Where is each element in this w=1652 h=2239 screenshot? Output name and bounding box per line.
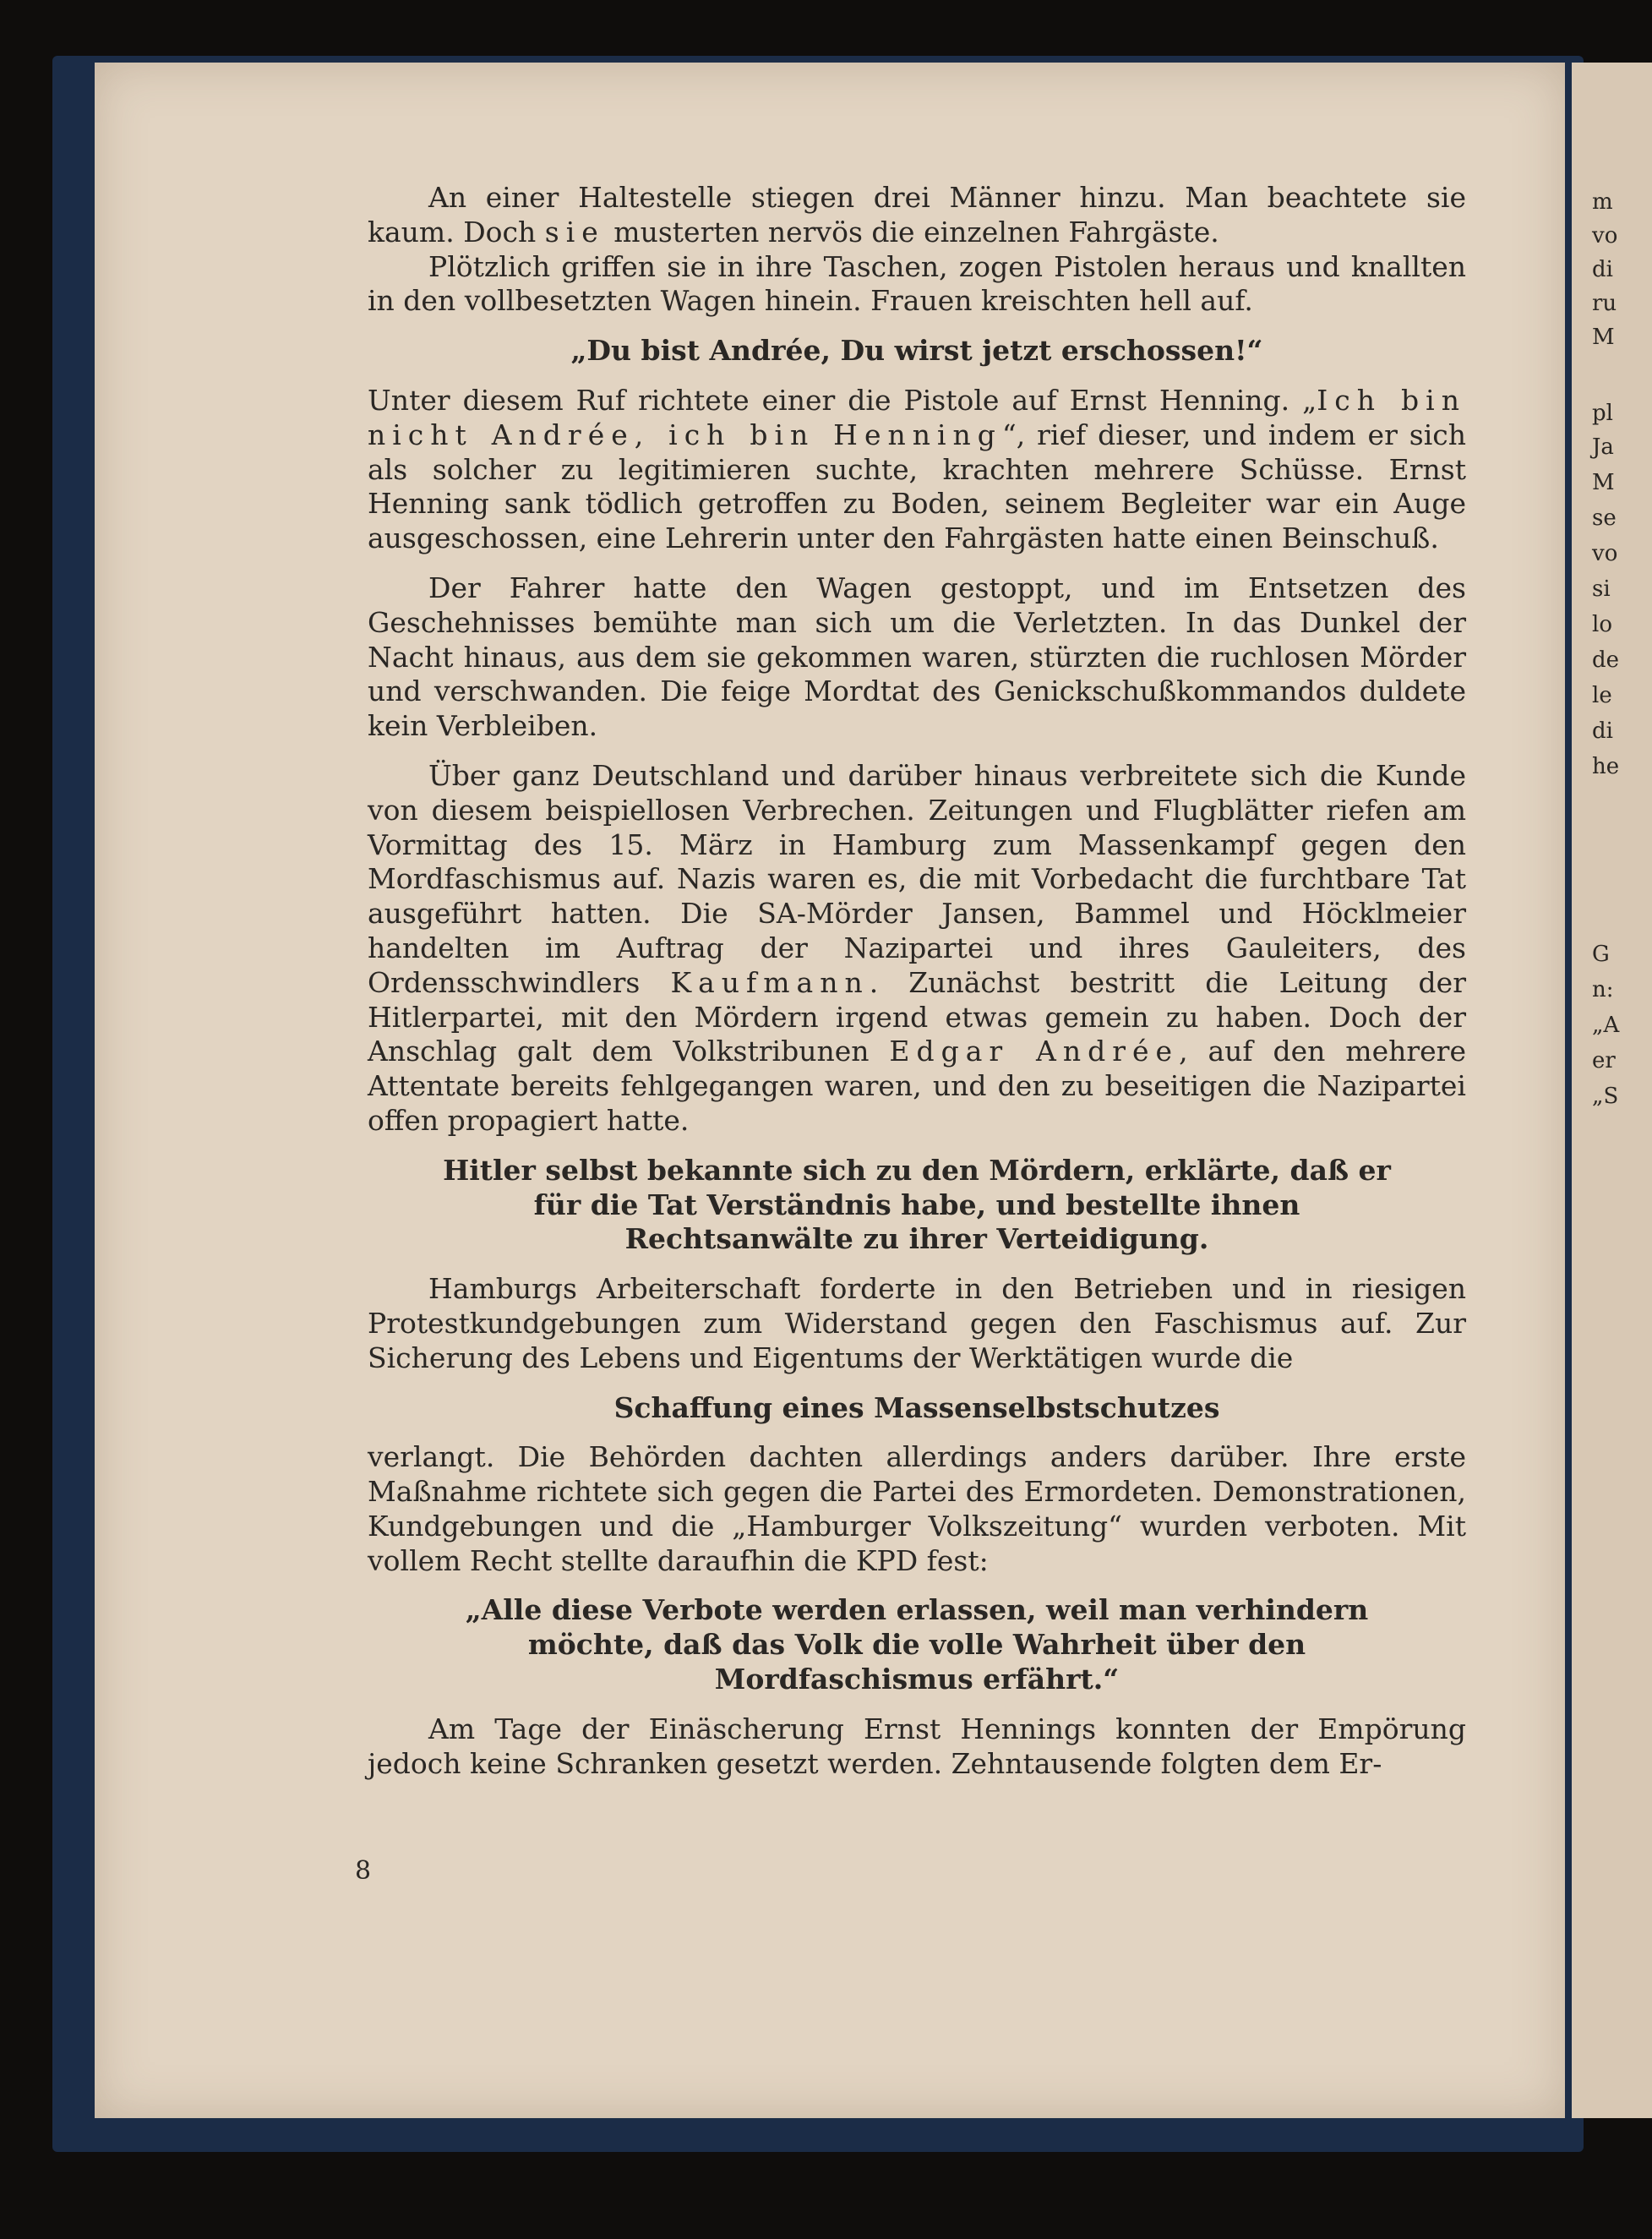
adjacent-fragment: di	[1592, 718, 1613, 744]
adjacent-fragment: se	[1592, 505, 1617, 531]
text-run: Über ganz Deutschland und darüber hinaus verbreitete sich die Kunde von diesem beispiellosen Verbrechen. Zeitungen und Flugblätter riefen am Vormittag des 15. März in Hamburg zum Massenkampf gegen den Mordfaschismus auf. Nazis waren es, die mit Vorbedacht die furchtbare Tat ausgeführt hatten. Die SA-Mörder Jansen, Bammel und Höcklmeier handelten im Auftrag der Nazipartei und ihres Gauleiters, des Ordensschwindlers	[368, 758, 1466, 999]
adjacent-fragment: „S	[1592, 1084, 1619, 1109]
adjacent-fragment: vo	[1592, 223, 1618, 248]
adjacent-fragment: G	[1592, 942, 1610, 967]
emphasized-text: sie	[544, 215, 605, 248]
text-run: . Zunächst bestritt die Leitung der Hitlerpartei, mit den Mördern irgend etwas gemein zu haben. Doch der Anschlag galt dem Volkstribunen	[368, 965, 1466, 1068]
page-body-text	[368, 181, 1466, 1781]
bold-statement: Hitler selbst bekannte sich zu den Mördern, erklärte, daß er für die Tat Verständnis habe, und bestellte ihnen Rechtsanwälte zu ihrer Verteidigung.	[443, 1153, 1391, 1256]
text-run: “, rief dieser, und indem er sich als solcher zu legitimieren suchte, krachten mehrere Schüsse. Ernst Henning sank tödlich getroffen zu Boden, seinem Begleiter war ein Auge ausgeschossen, eine Lehrerin unter den Fahrgästen hatte einen Beinschuß.	[368, 418, 1466, 555]
paragraph	[368, 384, 1466, 556]
paragraph: verlangt. Die Behörden dachten allerdings anders darüber. Ihre erste Maßnahme richtete sich gegen die Partei des Ermordeten. Demonstrationen, Kundgebungen und die „Hamburger Volkszeitung“ wurden verboten. Mit vollem Recht stellte daraufhin die KPD fest:	[368, 1440, 1466, 1577]
text-run: musterten nervös die einzelnen Fahrgäste.	[613, 215, 1219, 248]
adjacent-page-edge	[1572, 63, 1652, 2118]
adjacent-fragment: di	[1592, 257, 1613, 282]
adjacent-fragment: si	[1592, 576, 1611, 602]
paragraph: Der Fahrer hatte den Wagen gestoppt, und im Entsetzen des Geschehnisses bemühte man sich um die Verletzten. In das Dunkel der Nacht hinaus, aus dem sie gekommen waren, stürzten die ruchlosen Mörder und verschwanden. Die feige Mordtat des Genickschußkommandos duldete kein Verbleiben.	[368, 571, 1466, 743]
adjacent-fragment: „A	[1592, 1013, 1620, 1038]
page-number: 8	[355, 1856, 372, 1886]
adjacent-fragment: n:	[1592, 977, 1614, 1002]
kpd-quote: „Alle diese Verbote werden erlassen, weil man verhindern möchte, daß das Volk die volle Wahrheit über den Mordfaschismus erfährt.“	[465, 1593, 1369, 1696]
exclamation-quote: „Du bist Andrée, Du wirst jetzt erschossen!“	[570, 334, 1263, 368]
adjacent-fragment: M	[1592, 325, 1615, 350]
emphasized-name: Edgar Andrée	[889, 1035, 1180, 1068]
text-run: , auf den mehrere Attentate bereits fehlgegangen waren, und den zu beseitigen die Nazipartei offen propagiert hatte.	[368, 1035, 1466, 1137]
adjacent-fragment: lo	[1592, 612, 1612, 637]
adjacent-fragment: m	[1592, 189, 1613, 215]
paragraph	[368, 759, 1466, 1139]
bold-heading-phrase: Schaffung eines Massenselbstschutzes	[613, 1390, 1220, 1424]
adjacent-fragment: pl	[1592, 401, 1613, 426]
text-run: Unter diesem Ruf richtete einer die Pistole auf Ernst Henning. „	[368, 383, 1317, 417]
adjacent-fragment: M	[1592, 470, 1615, 495]
text-run: An einer Haltestelle stiegen drei Männer hinzu. Man beachtete sie kaum. Doch	[368, 181, 1466, 248]
adjacent-fragment: de	[1592, 647, 1620, 673]
emphasized-text: Ich bin nicht Andrée, ich bin Henning	[368, 383, 1466, 451]
adjacent-fragment: le	[1592, 683, 1612, 708]
paragraph	[368, 181, 1466, 250]
adjacent-fragment: er	[1592, 1048, 1616, 1073]
paragraph: Hamburgs Arbeiterschaft forderte in den Betrieben und in riesigen Protestkundgebungen zum Widerstand gegen den Faschismus auf. Zur Sicherung des Lebens und Eigentums der Werktätigen wurde die	[368, 1272, 1466, 1374]
emphasized-name: Kaufmann	[670, 965, 870, 999]
adjacent-fragment: ru	[1592, 291, 1617, 316]
paragraph: Am Tage der Einäscherung Ernst Hennings konnten der Empörung jedoch keine Schranken gesetzt werden. Zehntausende folgten dem Er-	[368, 1712, 1466, 1780]
adjacent-fragment: he	[1592, 754, 1620, 779]
adjacent-fragment: Ja	[1592, 434, 1614, 460]
adjacent-fragment: vo	[1592, 541, 1618, 566]
paragraph: Plötzlich griffen sie in ihre Taschen, zogen Pistolen heraus und knallten in den vollbesetzten Wagen hinein. Frauen kreischten hell auf.	[368, 249, 1466, 318]
